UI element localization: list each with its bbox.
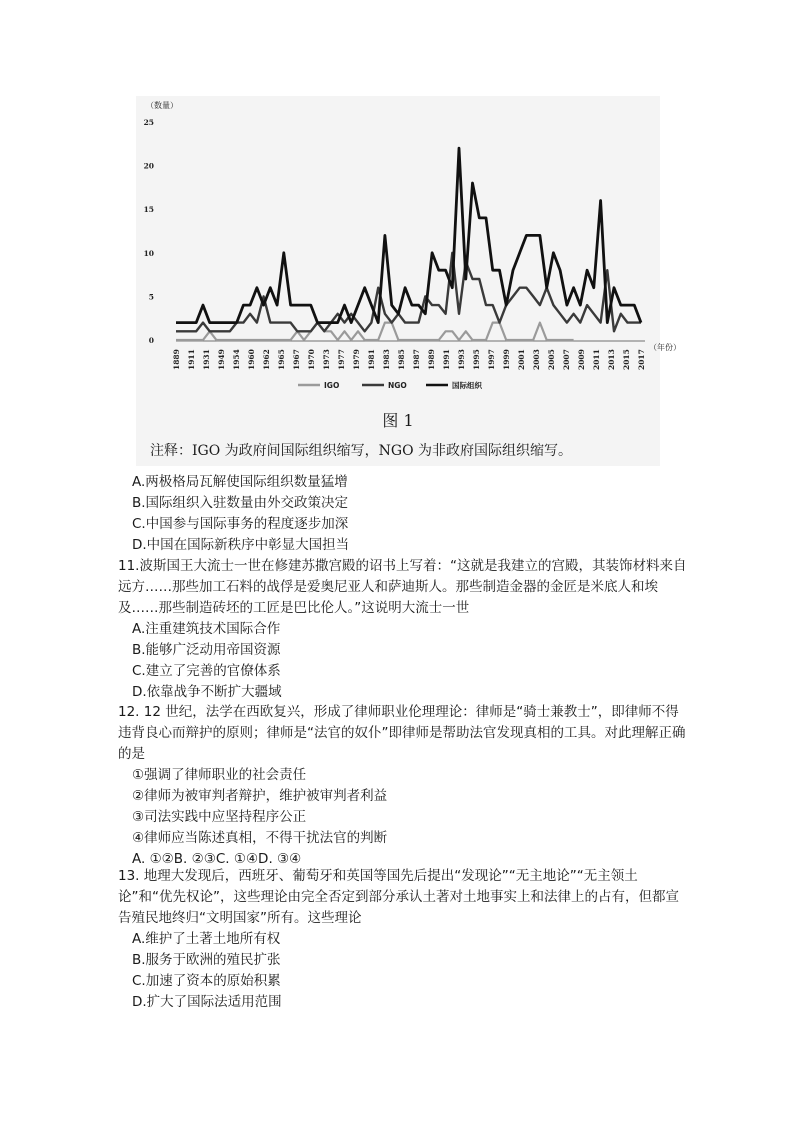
x-tick-label: 1985 <box>397 349 406 370</box>
question-11 <box>118 556 690 703</box>
figure-caption: 图 1 <box>382 411 414 430</box>
x-axis-label: （年份） <box>649 343 681 352</box>
y-tick-label: 10 <box>143 248 154 258</box>
line-chart <box>136 96 681 406</box>
legend-label: 国际组织 <box>452 381 482 390</box>
x-tick-label: 1967 <box>292 349 301 370</box>
legend-label: IGO <box>324 381 340 390</box>
x-tick-label: 1977 <box>337 349 346 370</box>
x-tick-label: 1979 <box>352 349 361 370</box>
x-tick-label: 1995 <box>472 349 481 370</box>
x-tick-label: 2007 <box>562 349 571 370</box>
x-tick-label: 1993 <box>457 349 466 370</box>
x-tick-label: 1983 <box>382 349 391 370</box>
option-b: B.能够广泛动用帝国资源 <box>132 642 281 658</box>
y-tick-label: 20 <box>143 161 154 171</box>
x-tick-label: 1965 <box>277 349 286 370</box>
x-tick-label: 1999 <box>502 349 511 370</box>
y-tick-label: 0 <box>148 336 154 345</box>
option-d: D.中国在国际新秩序中彰显大国担当 <box>132 537 350 553</box>
series-line-2 <box>176 148 641 322</box>
legend-label: NGO <box>388 381 407 390</box>
x-tick-label: 1989 <box>427 349 436 370</box>
question-12-stem: 12. 12 世纪，法学在西欧复兴，形成了律师职业伦理理论：律师是“骑士兼教士”，即律师不得违背良心而辩护的原则；律师是“法官的奴仆”即律师是帮助法官发现真相的工具。对此理解正确的是 <box>118 704 686 762</box>
x-tick-label: 1960 <box>247 349 256 370</box>
question-11-stem: 11.波斯国王大流士一世在修建苏撒宫殿的诏书上写着：“这就是我建立的宫殿，其装饰材料来自远方……那些加工石料的战俘是爱奥尼亚人和萨迪斯人。那些制造金器的金匠是米底人和埃及……那些制造砖坯的工匠是巴比伦人。”这说明大流士一世 <box>118 558 687 616</box>
x-tick-label: 2015 <box>622 349 631 370</box>
x-tick-label: 2011 <box>592 349 601 370</box>
x-tick-label: 1954 <box>232 349 241 370</box>
question-10-options <box>132 472 692 556</box>
option-a: A.两极格局瓦解使国际组织数量猛增 <box>132 474 348 490</box>
option-d: D.扩大了国际法适用范围 <box>132 994 282 1010</box>
x-tick-label: 2003 <box>532 349 541 370</box>
answer-choices: A. ①②B. ②③C. ①④D. ③④ <box>132 851 302 867</box>
option-a: A.维护了土著土地所有权 <box>132 931 281 947</box>
x-tick-label: 1997 <box>487 349 496 370</box>
x-tick-label: 1991 <box>442 349 451 370</box>
option-c: C.中国参与国际事务的程度逐步加深 <box>132 516 349 532</box>
y-axis-label: （数量） <box>146 101 178 110</box>
x-tick-label: 1889 <box>172 349 181 370</box>
option-c: C.加速了资本的原始积累 <box>132 973 281 989</box>
option-b: B.国际组织入驻数量由外交政策决定 <box>132 495 349 511</box>
x-tick-label: 2009 <box>577 349 586 370</box>
x-tick-label: 1987 <box>412 349 421 370</box>
x-tick-label: 2001 <box>517 349 526 370</box>
figure-note: 注释：IGO 为政府间国际组织缩写，NGO 为非政府国际组织缩写。 <box>150 443 573 459</box>
y-tick-label: 15 <box>143 205 154 215</box>
y-tick-label: 25 <box>143 118 154 127</box>
question-13 <box>118 866 690 1013</box>
statement-1: ①强调了律师职业的社会责任 <box>132 767 307 783</box>
question-13-stem: 13. 地理大发现后，西班牙、葡萄牙和英国等国先后提出“发现论”“无主地论”“无主领土论”和“优先权论”，这些理论由完全否定到部分承认土著对土地事实上和法律上的占有，但都宣告殖民地终归“文明国家”所有。这些理论 <box>118 868 679 926</box>
x-tick-label: 2013 <box>607 349 616 370</box>
x-tick-label: 1931 <box>202 349 211 370</box>
x-tick-label: 2005 <box>547 349 556 370</box>
statement-3: ③司法实践中应坚持程序公正 <box>132 809 307 825</box>
option-c: C.建立了完善的官僚体系 <box>132 663 281 679</box>
option-a: A.注重建筑技术国际合作 <box>132 621 281 637</box>
question-12 <box>118 702 690 870</box>
x-tick-label: 1911 <box>187 349 196 370</box>
x-tick-label: 1973 <box>322 349 331 370</box>
option-b: B.服务于欧洲的殖民扩张 <box>132 952 281 968</box>
x-tick-label: 1981 <box>367 349 376 370</box>
x-tick-label: 1970 <box>307 349 316 370</box>
x-tick-label: 2017 <box>637 349 646 370</box>
x-tick-label: 1962 <box>262 349 271 370</box>
option-d: D.依靠战争不断扩大疆域 <box>132 684 282 700</box>
statement-4: ④律师应当陈述真相，不得干扰法官的判断 <box>132 830 388 846</box>
figure-1 <box>136 96 681 466</box>
statement-2: ②律师为被审判者辩护，维护被审判者利益 <box>132 788 388 804</box>
x-tick-label: 1949 <box>217 349 226 370</box>
y-tick-label: 5 <box>148 292 154 302</box>
